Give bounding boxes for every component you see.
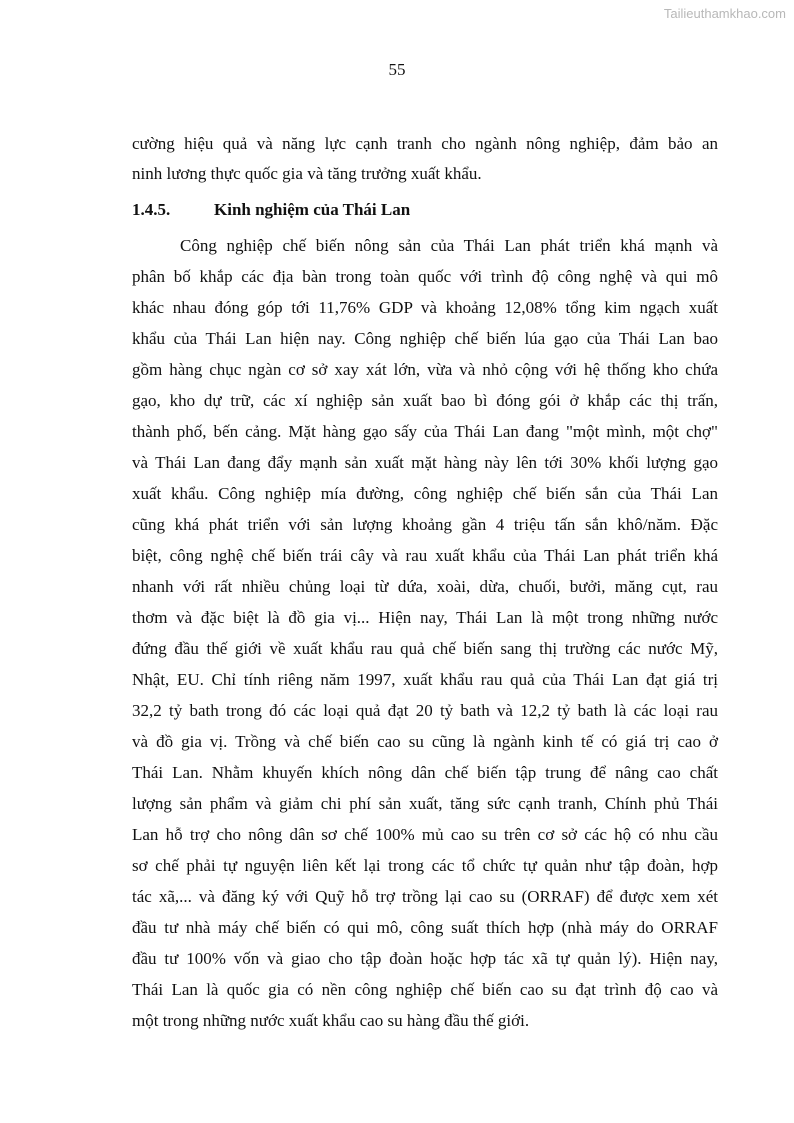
- text-line: Thái Lan là quốc gia có nền công nghiệp chế biến cao su đạt trình độ cao và: [132, 980, 718, 999]
- text-line: biệt, công nghệ chế biến trái cây và rau xuất khẩu của Thái Lan phát triển khá: [132, 546, 718, 565]
- text-line: Công nghiệp chế biến nông sản của Thái Lan phát triển khá mạnh và: [180, 236, 718, 255]
- text-line: khẩu của Thái Lan hiện nay. Công nghiệp chế biến lúa gạo của Thái Lan bao: [132, 329, 718, 348]
- text-line: đầu tư 100% vốn và giao cho tập đoàn hoặc hợp tác xã tự quản lý). Hiện nay,: [132, 949, 718, 968]
- text-line: cũng khá phát triển với sản lượng khoảng gần 4 triệu tấn sắn khô/năm. Đặc: [132, 515, 718, 534]
- text-line: đứng đầu thế giới về xuất khẩu rau quả chế biến sang thị trường các nước Mỹ,: [132, 639, 718, 658]
- text-line: sơ chế phải tự nguyện liên kết lại trong các tổ chức tự quản như tập đoàn, hợp: [132, 856, 718, 875]
- text-line: Thái Lan. Nhằm khuyến khích nông dân chế biến tập trung để nâng cao chất: [132, 763, 718, 782]
- text-line: gồm hàng chục ngàn cơ sở xay xát lớn, vừa và nhỏ cộng với hệ thống kho chứa: [132, 360, 718, 379]
- text-line: nhanh với rất nhiều chủng loại từ dứa, xoài, dừa, chuối, bưởi, măng cụt, rau: [132, 577, 718, 596]
- text-line: và Thái Lan đang đẩy mạnh sản xuất mặt hàng này lên tới 30% khối lượng gạo: [132, 453, 718, 472]
- text-line: 32,2 tỷ bath trong đó các loại quả đạt 20 tỷ bath và 12,2 tỷ bath là các loại rau: [132, 701, 718, 720]
- text-line: lượng sản phẩm và giảm chi phí sản xuất, tăng sức cạnh tranh, Chính phủ Thái: [132, 794, 718, 813]
- text-line: gạo, kho dự trữ, các xí nghiệp sản xuất bao bì đóng gói ở khắp các thị trấn,: [132, 391, 718, 410]
- text-line: và đồ gia vị. Trồng và chế biến cao su cũng là ngành kinh tế có giá trị cao ở: [132, 732, 718, 751]
- text-line: một trong những nước xuất khẩu cao su hàng đầu thế giới.: [132, 1011, 530, 1030]
- watermark: Tailieuthamkhao.com: [663, 6, 786, 21]
- text-line: Nhật, EU. Chỉ tính riêng năm 1997, xuất khẩu rau quả của Thái Lan đạt giá trị: [132, 670, 718, 689]
- text-line: ninh lương thực quốc gia và tăng trưởng xuất khẩu.: [132, 164, 482, 183]
- section-heading: [132, 200, 410, 220]
- section-number: 1.4.5.: [132, 200, 171, 219]
- text-line: cường hiệu quả và năng lực cạnh tranh cho ngành nông nghiệp, đảm bảo an: [132, 134, 718, 153]
- text-line: xuất khẩu. Công nghiệp mía đường, công nghiệp chế biến sắn của Thái Lan: [132, 484, 718, 503]
- text-line: phân bố khắp các địa bàn trong toàn quốc với trình độ công nghệ và qui mô: [132, 267, 718, 286]
- text-line: thành phố, bến cảng. Mặt hàng gạo sấy của Thái Lan đang "một mình, một chợ": [132, 422, 718, 441]
- text-line: Lan hỗ trợ cho nông dân sơ chế 100% mủ cao su trên cơ sở các hộ có nhu cầu: [132, 825, 718, 844]
- text-line: tác xã,... và đăng ký với Quỹ hỗ trợ trồng lại cao su (ORRAF) để được xem xét: [132, 887, 718, 906]
- text-line: thơm và đặc biệt là đồ gia vị... Hiện nay, Thái Lan là một trong những nước: [132, 608, 718, 627]
- text-line: đầu tư nhà máy chế biến có qui mô, công suất thích hợp (nhà máy do ORRAF: [132, 918, 718, 937]
- page-number: 55: [388, 60, 406, 79]
- text-line: khác nhau đóng góp tới 11,76% GDP và khoảng 12,08% tổng kim ngạch xuất: [132, 298, 718, 317]
- section-title: Kinh nghiệm của Thái Lan: [214, 200, 411, 219]
